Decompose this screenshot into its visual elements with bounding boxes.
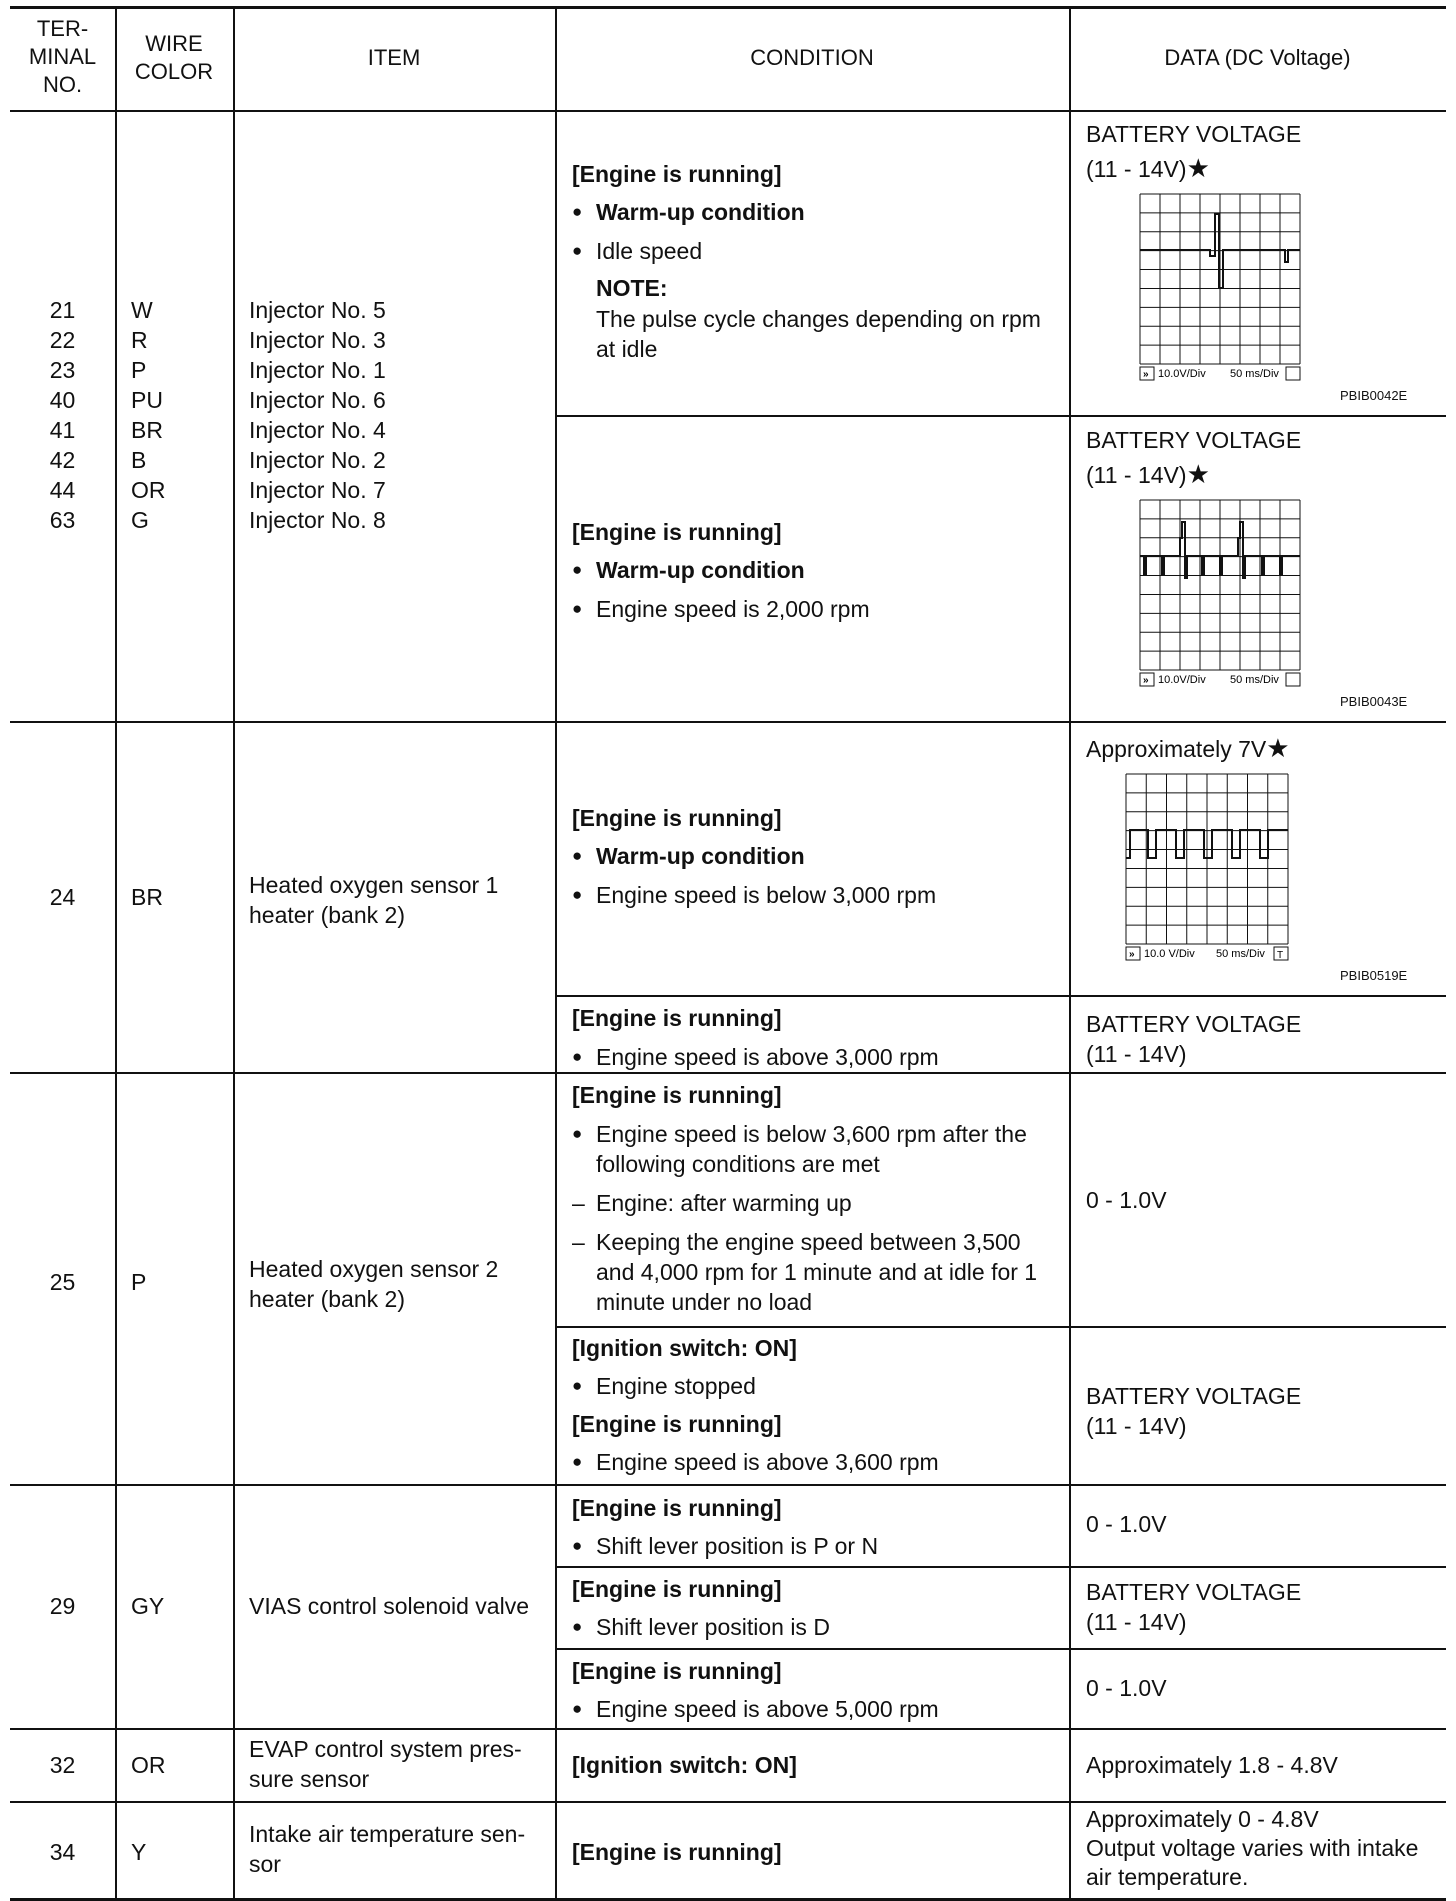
column-divider [555, 6, 557, 1901]
data-cell: 0 - 1.0V [1086, 1187, 1167, 1213]
terminal-number: 40 [49, 387, 76, 413]
item-label: VIAS control solenoid valve [249, 1593, 529, 1619]
data-cell: BATTERY VOLTAGE (11 - 14V)★ [1086, 121, 1302, 183]
row-rule [10, 1072, 1446, 1074]
terminal-number: 22 [49, 327, 76, 353]
terminal-number: 34 [49, 1839, 76, 1865]
injector-wire-colors [131, 295, 166, 535]
row-divider [555, 1648, 1446, 1650]
column-divider [1069, 6, 1071, 1901]
wire-color: G [131, 507, 149, 533]
condition-cell: [Engine is running] ● Shift lever position is P or N [572, 1493, 1067, 1561]
header-bottom-rule [10, 110, 1446, 112]
terminal-number: 24 [49, 884, 76, 910]
column-divider [233, 6, 235, 1901]
column-divider [115, 6, 117, 1901]
item-label: Injector No. 2 [249, 447, 386, 473]
item-label: Injector No. 7 [249, 477, 386, 503]
wire-color: GY [131, 1593, 165, 1619]
row-divider [555, 995, 1446, 997]
wire-color: BR [131, 884, 163, 910]
condition-cell: [Engine is running] [572, 1839, 782, 1865]
condition-cell: [Engine is running] ● Warm-up condition ● Engine speed is 2,000 rpm [572, 517, 1067, 624]
table-top-rule [10, 6, 1446, 9]
wire-color: P [131, 357, 147, 383]
row-divider [555, 1566, 1446, 1568]
item-label: Injector No. 5 [249, 297, 386, 323]
wire-color: Y [131, 1839, 147, 1865]
star-icon: ★ [1266, 733, 1290, 763]
condition-cell: [Ignition switch: ON] ● Engine stopped [Engine is running] ● Engine speed is above 3,600 rpm [572, 1333, 1067, 1477]
item-label: Injector No. 3 [249, 327, 386, 353]
header-terminal: TER- MINAL NO. [28, 16, 97, 97]
row-rule [10, 1484, 1446, 1486]
wire-color: P [131, 1269, 147, 1295]
data-cell: BATTERY VOLTAGE (11 - 14V) [1086, 1579, 1302, 1635]
condition-cell: [Engine is running] ● Shift lever position is D [572, 1574, 1067, 1642]
terminal-number: 44 [49, 477, 76, 503]
condition-cell: [Engine is running] ● Engine speed is below 3,600 rpm after the following conditions are met – Engine: after warming up – Keeping the engine speed between 3,500 and 4,000 rpm for 1 minute and at idle for 1 minute under no load [572, 1080, 1067, 1317]
row-divider [555, 1326, 1446, 1328]
data-cell: Approximately 0 - 4.8V Output voltage varies with intake air temperature. [1086, 1806, 1419, 1890]
item-label: Heated oxygen sensor 1 heater (bank 2) [249, 872, 499, 928]
header-data: DATA (DC Voltage) [1164, 45, 1351, 70]
condition-cell: [Engine is running] ● Engine speed is above 3,000 rpm [572, 1003, 1067, 1072]
header-condition: CONDITION [750, 45, 874, 70]
item-label: Intake air temperature sen- sor [249, 1821, 526, 1877]
svg-text:»: » [1143, 675, 1149, 686]
item-label: EVAP control system pres- sure sensor [249, 1736, 522, 1792]
row-rule [10, 721, 1446, 723]
condition-cell: [Ignition switch: ON] [572, 1752, 797, 1778]
item-label: Injector No. 4 [249, 417, 386, 443]
scope-time: 50 ms/Div [1216, 948, 1265, 960]
terminal-number: 25 [49, 1269, 76, 1295]
oscilloscope-waveform-o2-heater [1124, 772, 1296, 962]
wire-color: BR [131, 417, 163, 443]
wire-color: W [131, 297, 153, 323]
item-label: Injector No. 8 [249, 507, 386, 533]
terminal-number: 42 [49, 447, 76, 473]
wire-color: OR [131, 1752, 166, 1778]
injector-terminals [10, 295, 115, 535]
figure-code: PBIB0043E [1340, 694, 1408, 709]
data-cell: 0 - 1.0V [1086, 1511, 1167, 1537]
row-divider [555, 415, 1446, 417]
wire-color: R [131, 327, 148, 353]
terminal-number: 63 [49, 507, 76, 533]
item-label: Injector No. 6 [249, 387, 386, 413]
header-wire-color: WIRE COLOR [134, 31, 214, 84]
oscilloscope-waveform-idle [1138, 192, 1308, 382]
data-cell: BATTERY VOLTAGE (11 - 14V) [1086, 1011, 1302, 1067]
svg-text:T: T [1277, 950, 1284, 961]
terminal-number: 32 [49, 1752, 76, 1778]
terminal-number: 23 [49, 357, 76, 383]
row-rule [10, 1728, 1446, 1730]
row-rule [10, 1801, 1446, 1803]
data-cell: Approximately 7V★ [1086, 733, 1290, 763]
data-cell: BATTERY VOLTAGE (11 - 14V)★ [1086, 427, 1302, 489]
terminal-number: 29 [49, 1593, 76, 1619]
scope-scale: 10.0V/Div [1158, 368, 1206, 380]
scope-time: 50 ms/Div [1230, 368, 1279, 380]
star-icon: ★ [1186, 153, 1210, 183]
svg-text:»: » [1143, 369, 1149, 380]
scope-scale: 10.0 V/Div [1144, 948, 1195, 960]
data-cell: Approximately 1.8 - 4.8V [1086, 1752, 1338, 1778]
oscilloscope-waveform-2000rpm [1138, 498, 1308, 688]
wire-color: OR [131, 477, 166, 503]
wire-color: PU [131, 387, 163, 413]
figure-code: PBIB0519E [1340, 968, 1408, 983]
injector-items [249, 295, 386, 535]
item-label: Injector No. 1 [249, 357, 386, 383]
scope-scale: 10.0V/Div [1158, 674, 1206, 686]
header-item: ITEM [367, 45, 421, 70]
scope-time: 50 ms/Div [1230, 674, 1279, 686]
condition-cell: [Engine is running] ● Warm-up condition ● Engine speed is below 3,000 rpm [572, 803, 1067, 910]
data-cell: BATTERY VOLTAGE (11 - 14V) [1086, 1383, 1302, 1439]
terminal-number: 21 [49, 297, 76, 323]
terminal-data-table [10, 6, 1446, 1900]
condition-cell: [Engine is running] ● Warm-up condition ● Idle speed NOTE: The pulse cycle changes depending on rpm at idle [572, 159, 1067, 364]
terminal-number: 41 [49, 417, 76, 443]
svg-text:»: » [1129, 949, 1135, 960]
figure-code: PBIB0042E [1340, 388, 1408, 403]
star-icon: ★ [1186, 459, 1210, 489]
data-cell: 0 - 1.0V [1086, 1675, 1167, 1701]
item-label: Heated oxygen sensor 2 heater (bank 2) [249, 1256, 499, 1312]
wire-color: B [131, 447, 147, 473]
condition-cell: [Engine is running] ● Engine speed is above 5,000 rpm [572, 1656, 1067, 1724]
